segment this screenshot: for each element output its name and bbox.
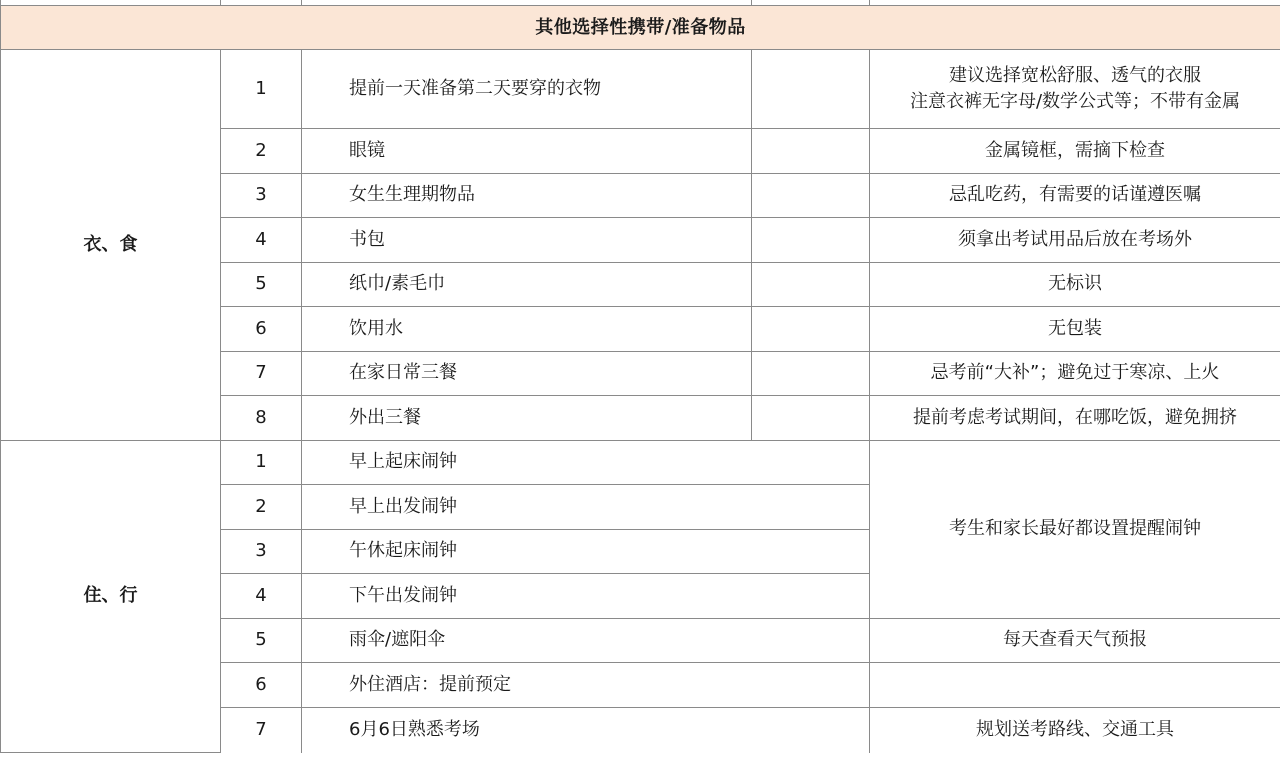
row-number: 3	[221, 529, 302, 574]
item-name: 雨伞/遮阳伞	[302, 618, 870, 663]
item-name: 女生生理期物品	[302, 173, 752, 218]
item-name: 在家日常三餐	[302, 351, 752, 396]
item-note	[870, 50, 1280, 129]
blank-cell	[752, 307, 870, 352]
note-line: 建议选择宽松舒服、透气的衣服	[949, 65, 1201, 86]
table-row	[1, 440, 1280, 485]
item-note: 忌乱吃药，有需要的话谨遵医嘱	[870, 173, 1280, 218]
blank-cell	[752, 351, 870, 396]
item-name: 早上起床闹钟	[302, 440, 870, 485]
row-number: 6	[221, 307, 302, 352]
row-number: 2	[221, 485, 302, 530]
row-number: 5	[221, 262, 302, 307]
row-number: 4	[221, 574, 302, 619]
category-label: 住、行	[1, 440, 221, 753]
row-number: 5	[221, 618, 302, 663]
item-name: 下午出发闹钟	[302, 574, 870, 619]
row-number: 7	[221, 351, 302, 396]
item-name: 书包	[302, 218, 752, 263]
item-name: 外出三餐	[302, 396, 752, 441]
blank-cell	[752, 262, 870, 307]
item-note: 金属镜框，需摘下检查	[870, 129, 1280, 174]
row-number: 3	[221, 173, 302, 218]
blank-cell	[752, 173, 870, 218]
blank-cell	[752, 50, 870, 129]
blank-cell	[752, 396, 870, 441]
item-note	[870, 663, 1280, 708]
item-name: 外住酒店：提前预定	[302, 663, 870, 708]
item-note: 忌考前“大补”；避免过于寒凉、上火	[870, 351, 1280, 396]
row-number: 1	[221, 50, 302, 129]
table-row	[1, 50, 1280, 129]
shared-alarm-note: 考生和家长最好都设置提醒闹钟	[870, 440, 1280, 618]
item-note: 每天查看天气预报	[870, 618, 1280, 663]
section-header-row	[1, 6, 1280, 50]
category-label: 衣、食	[1, 50, 221, 441]
item-note: 无标识	[870, 262, 1280, 307]
item-note: 提前考虑考试期间，在哪吃饭，避免拥挤	[870, 396, 1280, 441]
row-number: 8	[221, 396, 302, 441]
item-name: 6月6日熟悉考场	[302, 707, 870, 753]
item-name: 午休起床闹钟	[302, 529, 870, 574]
item-name: 提前一天准备第二天要穿的衣物	[302, 50, 752, 129]
item-name: 早上出发闹钟	[302, 485, 870, 530]
row-number: 2	[221, 129, 302, 174]
row-number: 6	[221, 663, 302, 708]
item-note: 须拿出考试用品后放在考场外	[870, 218, 1280, 263]
item-note: 无包装	[870, 307, 1280, 352]
row-number: 1	[221, 440, 302, 485]
blank-cell	[752, 129, 870, 174]
row-number: 4	[221, 218, 302, 263]
item-name: 纸巾/素毛巾	[302, 262, 752, 307]
section-title: 其他选择性携带/准备物品	[1, 6, 1280, 50]
blank-cell	[752, 218, 870, 263]
item-name: 眼镜	[302, 129, 752, 174]
note-line: 注意衣裤无字母/数学公式等；不带有金属	[909, 91, 1241, 112]
item-name: 饮用水	[302, 307, 752, 352]
row-number: 7	[221, 707, 302, 753]
item-note: 规划送考路线、交通工具	[870, 707, 1280, 753]
